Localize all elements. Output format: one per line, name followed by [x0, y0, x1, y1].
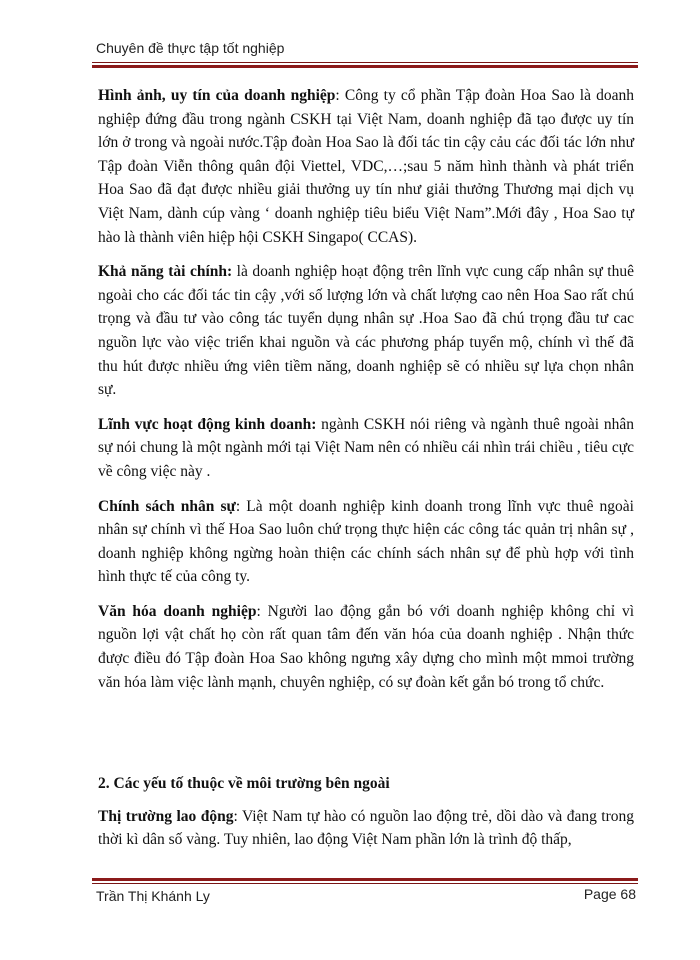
paragraph-financial-capacity — [98, 260, 634, 402]
header-title: Chuyên đề thực tập tốt nghiệp — [96, 40, 285, 56]
section-heading: 2. Các yếu tố thuộc về môi trường bên ngoài — [98, 775, 390, 793]
paragraph-term: Khả năng tài chính: — [98, 263, 233, 281]
page-number: Page 68 — [583, 886, 636, 902]
footer-author: Trần Thị Khánh Ly — [96, 888, 210, 904]
paragraph-text: : Việt Nam tự hào có nguồn lao động trẻ, dồi dào và đang trong thời kì dân số vàng. Tuy nhiên, lao động Việt Nam phần lớn là trình độ thấp, — [98, 807, 634, 849]
paragraph-image-reputation — [98, 84, 634, 249]
header-rule — [92, 62, 638, 68]
paragraph-term: Hình ảnh, uy tín của doanh nghiệp — [98, 87, 336, 104]
paragraph-hr-policy — [98, 495, 634, 589]
paragraph-term: Văn hóa doanh nghiệp — [98, 602, 257, 620]
footer-rule — [92, 878, 638, 884]
paragraph-term: Chính sách nhân sự — [98, 497, 236, 515]
paragraph-text: ngành CSKH nói riêng và ngành thuê ngoài nhân sự nói chung là một ngành mới tại Việt Nam nên có nhiều cái nhìn trái chiều , tiêu cực về công việc này . — [98, 415, 635, 480]
paragraph-corporate-culture — [98, 600, 634, 694]
paragraph-term: Thị trường lao động — [98, 807, 234, 825]
paragraph-term: Lĩnh vực hoạt động kinh doanh: — [98, 415, 317, 433]
paragraph-business-field — [98, 413, 634, 484]
paragraph-text: là doanh nghiệp hoạt động trên lĩnh vực cung cấp nhân sự thuê ngoài cho các đối tác tin cậy ,với số lượng lớn và chất lượng cao nên Hoa Sao rất chú trọng và đầu tư vào công tác tuyển dụng nhân sự .Hoa Sao đã chú trọng đầu tư cac nguồn lực vào việc triển khai nguồn và các phương pháp tuyển mộ, chính vì thế đã thu hút được nhiều ứng viên tiềm năng, doanh nghiệp sẽ có nhiều sự lựa chọn nhân sự. — [98, 263, 634, 399]
paragraph-labor-market — [98, 805, 634, 852]
paragraph-text: : Là một doanh nghiệp kinh doanh trong lĩnh vực thuê ngoài nhân sự chính vì thế Hoa Sao luôn chứ trọng thực hiện các công tác quản trị nhân sự , doanh nghiệp không ngừng hoàn thiện các chính sách nhân sự để phù hợp với tình hình thực tế của công ty. — [98, 497, 634, 586]
paragraph-text: : Người lao động gắn bó với doanh nghiệp không chỉ vì nguồn lợi vật chất họ còn rất quan tâm đến văn hóa của doanh nghiệp . Nhận thức được điều đó Tập đoàn Hoa Sao không ngưng xây dựng cho mình một mmoi trường văn hóa làm việc lành mạnh, chuyên nghiệp, có sự đoàn kết gắn bó trong tổ chức. — [98, 602, 635, 691]
paragraph-text: : Công ty cổ phần Tập đoàn Hoa Sao là doanh nghiệp đứng đầu trong ngành CSKH tại Việt Nam, doanh nghiệp đã tạo được uy tín lớn ở trong và ngoài nước.Tập đoàn Hoa Sao là đối tác tin cậy cảu các đối tác lớn như Tập đoàn Viễn thông quân đội Viettel, VDC,…;sau 5 năm hình thành và phát triển Hoa Sao đã đạt được nhiều giải thưởng uy tín như giải thưởng Thương mại dịch vụ Việt Nam, dành cúp vàng ‘ doanh nghiệp tiêu biểu Việt Nam”.Mới đây , Hoa Sao tự hào là thành viên hiệp hội CSKH Singapo( CCAS). — [98, 87, 635, 246]
document-body — [98, 84, 634, 863]
